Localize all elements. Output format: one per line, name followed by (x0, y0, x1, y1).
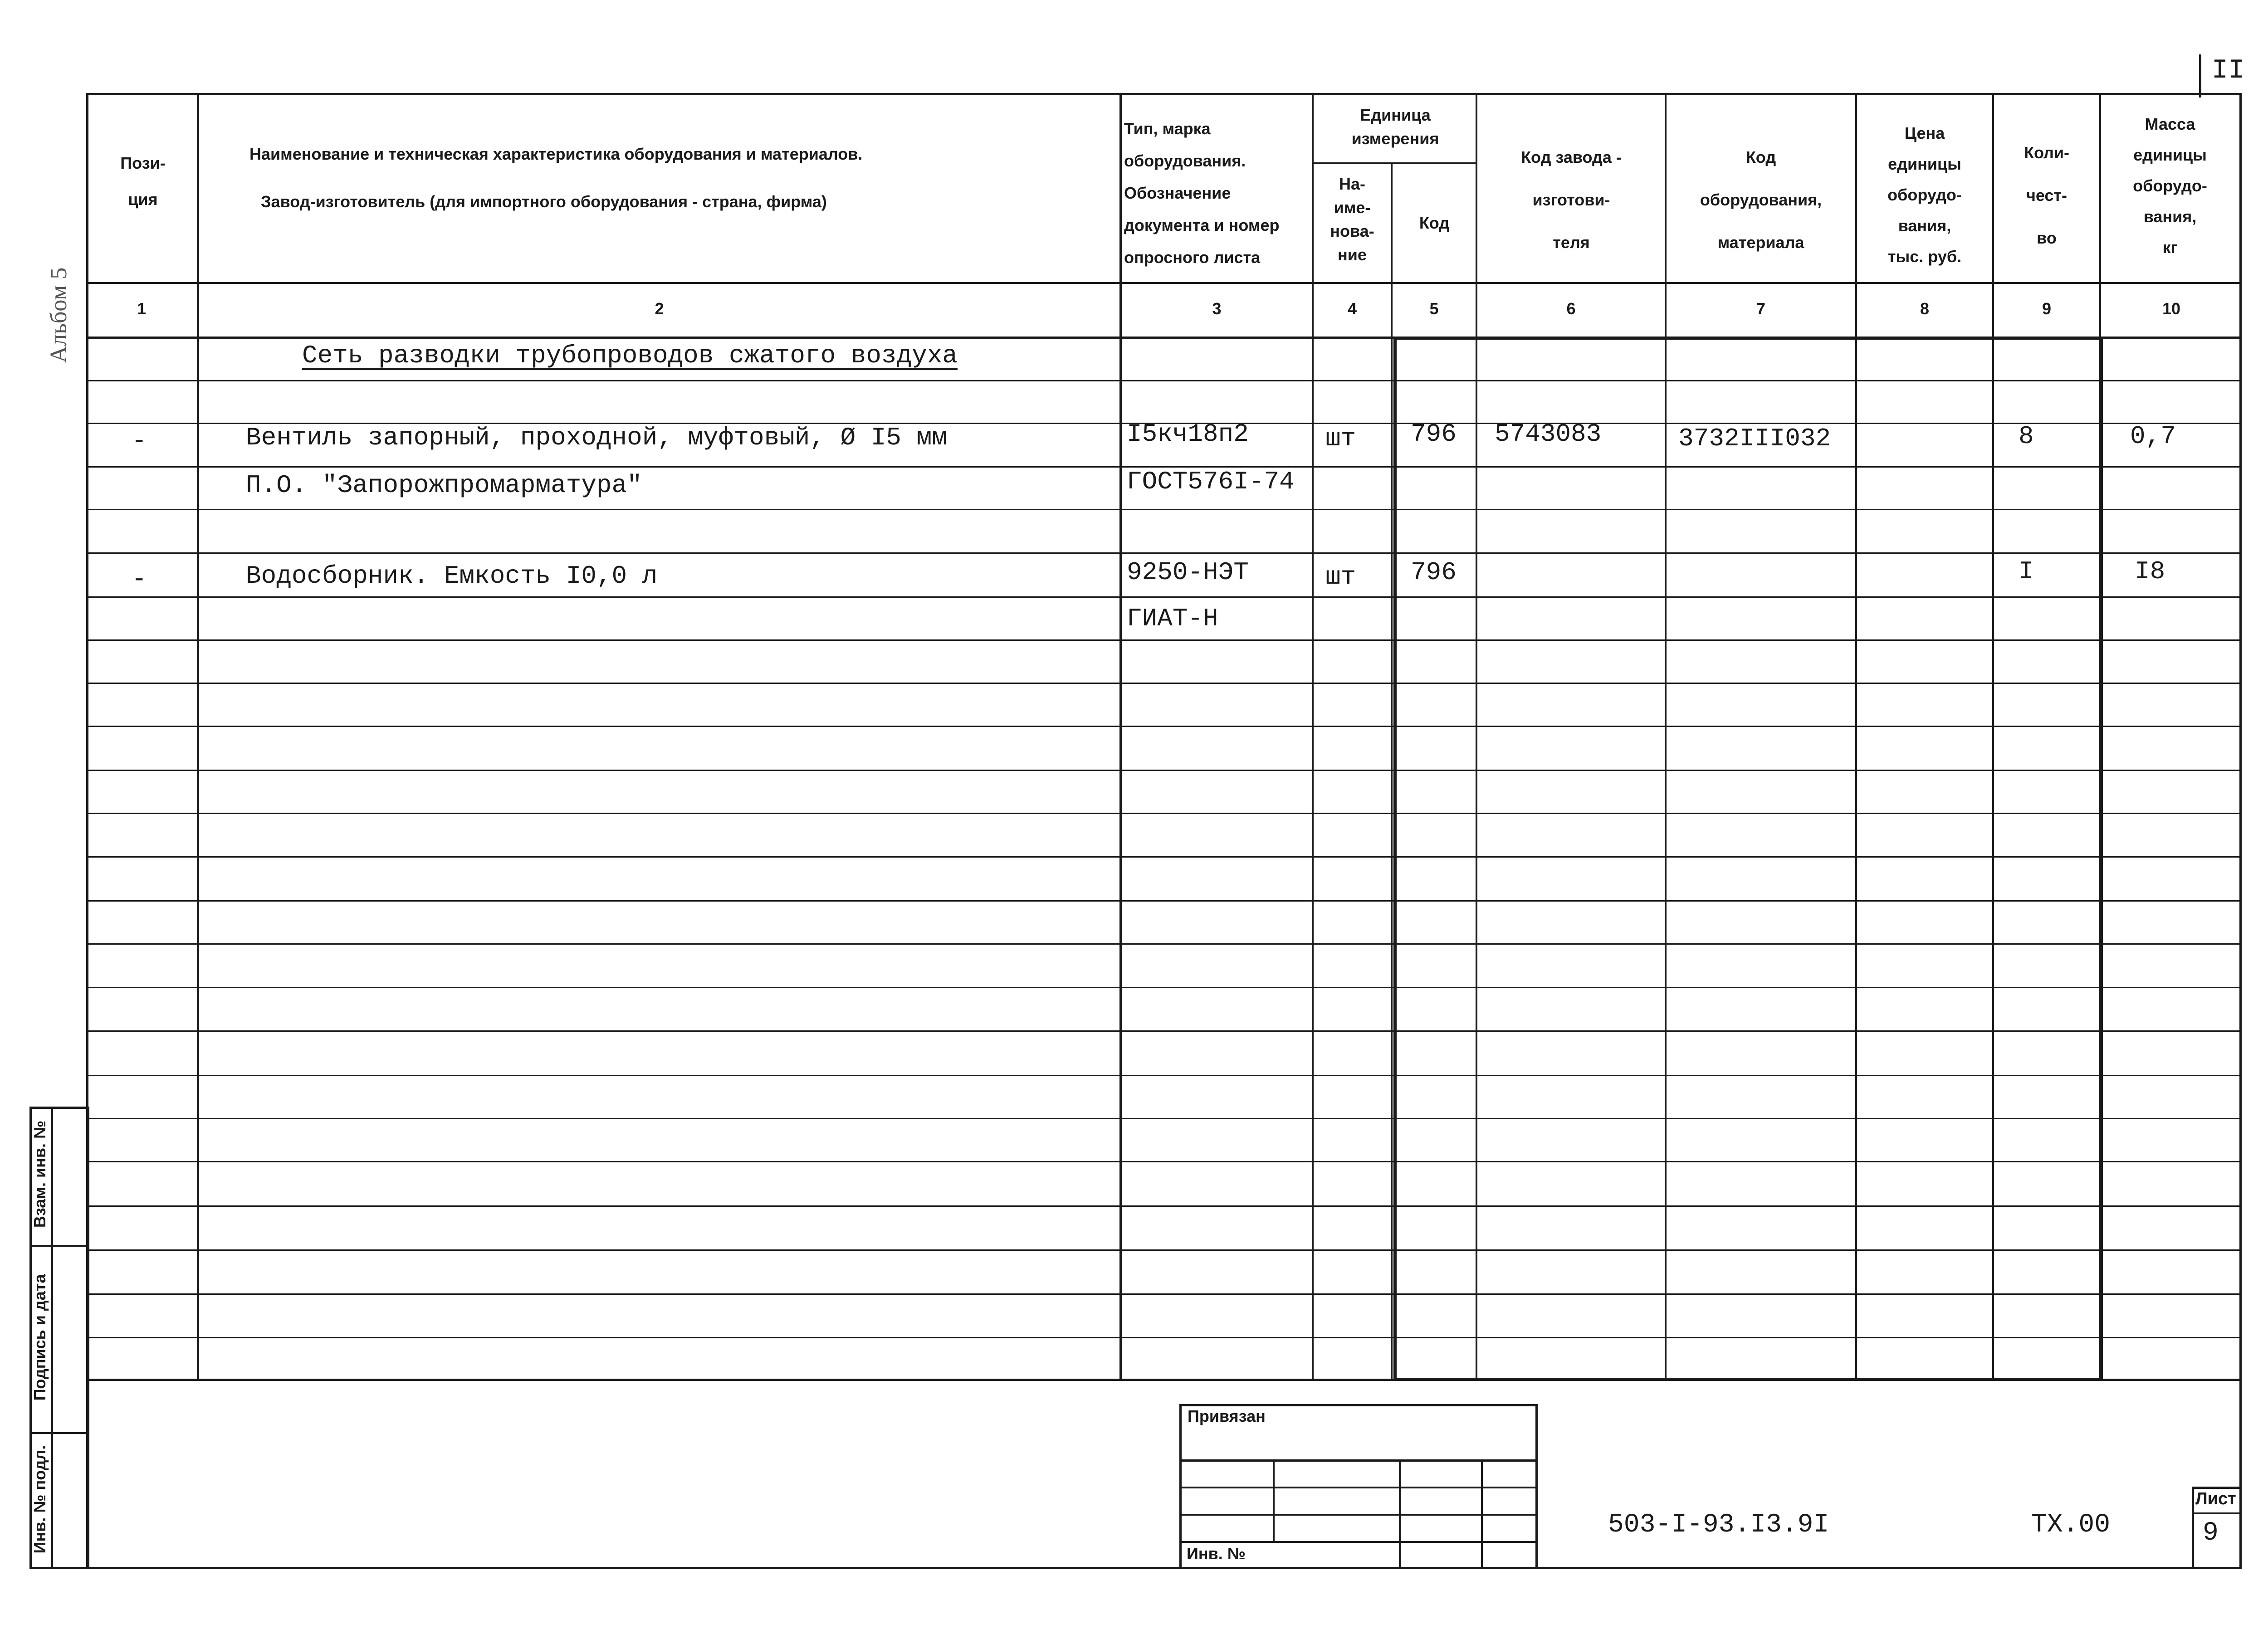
binding-line (1179, 1541, 1538, 1543)
row-line (86, 552, 2242, 554)
col-header-price: Цена единицы оборудо- вания, тыс. руб. (1887, 124, 1962, 266)
section-title: Сеть разводки трубопроводов сжатого воздуха (302, 341, 958, 370)
section-code: ТХ.00 (2031, 1510, 2111, 1540)
item-manufacturer: П.О. "Запорожпромарматура" (246, 471, 642, 500)
row-line (86, 856, 2242, 858)
item-equip-code: 3732III032 (1678, 424, 1831, 453)
header-bottom-line (86, 282, 2242, 284)
row-line (86, 1205, 2242, 1207)
item-mass: 0,7 (2130, 422, 2176, 451)
binding-line (1179, 1459, 1538, 1462)
binding-col (1273, 1459, 1275, 1541)
col-number-10: 10 (2162, 299, 2181, 318)
col-number-1: 1 (137, 299, 147, 318)
row-line (86, 509, 2242, 510)
item-unit: шт (1325, 562, 1356, 591)
row-line (86, 1075, 2242, 1076)
sheet-label: Лист (2195, 1489, 2236, 1508)
sheet-number: 9 (2203, 1518, 2219, 1548)
col-number-9: 9 (2042, 299, 2052, 318)
row-line (86, 987, 2242, 988)
item-position: - (132, 426, 147, 455)
binding-line (1179, 1487, 1538, 1488)
bold-block (1393, 337, 2103, 1381)
bottom-frame (86, 1379, 2242, 1569)
row-line (86, 1293, 2242, 1295)
item-name: Вентиль запорный, проходной, муфтовый, Ø I5 мм (246, 423, 947, 452)
item-qty: I (2019, 557, 2034, 586)
col-number-3: 3 (1212, 299, 1222, 318)
row-line (86, 1337, 2242, 1338)
item-plant-code: 5743083 (1495, 419, 1602, 449)
item-name: Водосборник. Емкость I0,0 л (246, 561, 658, 590)
col-line (1391, 163, 1393, 1381)
sheet-box-divider (2192, 1512, 2242, 1514)
album-label: Альбом 5 (46, 267, 72, 363)
col-line (1312, 93, 1314, 1381)
col-number-6: 6 (1566, 299, 1576, 318)
row-line (86, 726, 2242, 727)
row-line (86, 770, 2242, 771)
binding-col (1399, 1459, 1401, 1569)
item-unit: шт (1325, 424, 1356, 453)
item-unit-code: 796 (1411, 558, 1457, 587)
col-header-name-line2: Завод-изготовитель (для импортного оборудования - страна, фирма) (261, 192, 827, 211)
podpis-label: Подпись и дата (30, 1274, 49, 1401)
col-header-equip-code: Код оборудования, материала (1700, 148, 1822, 252)
corner-divider (2199, 54, 2201, 98)
col-header-qty: Коли- чест- во (2024, 143, 2070, 247)
row-line (86, 1161, 2242, 1162)
side-stamp-divider (51, 1107, 53, 1569)
inv-no-label: Инв. № (1187, 1544, 1246, 1563)
item-position: - (132, 565, 147, 594)
item-standard: ГОСТ576I-74 (1127, 467, 1295, 496)
row-line (86, 1249, 2242, 1251)
item-type: I5кч18п2 (1127, 419, 1249, 449)
row-line (86, 943, 2242, 945)
row-line (86, 639, 2242, 641)
row-line (86, 1030, 2242, 1032)
row-line (86, 813, 2242, 814)
col-number-8: 8 (1920, 299, 1930, 318)
row-line (86, 1118, 2242, 1119)
col-header-unit-code: Код (1419, 214, 1450, 232)
col-line (197, 93, 199, 1381)
col-number-7: 7 (1756, 299, 1766, 318)
item-mass: I8 (2135, 557, 2165, 586)
vzam-label: Взам. инв. № (30, 1120, 49, 1228)
row-line (86, 380, 2242, 381)
row-line (86, 683, 2242, 684)
col-header-plant-code: Код завода - изготови- теля (1521, 148, 1622, 252)
binding-line (1179, 1514, 1538, 1516)
col-header-unit-group: Единица измерения (1351, 106, 1439, 148)
col-number-4: 4 (1347, 299, 1357, 318)
side-stamp-divider (29, 1245, 88, 1247)
col-header-type: Тип, марка оборудования. Обозначение документа и номер опросного листа (1124, 119, 1280, 267)
doc-code: 503-I-93.I3.9I (1608, 1510, 1829, 1540)
item-unit-code: 796 (1411, 419, 1457, 449)
col-line (1119, 93, 1122, 1381)
item-qty: 8 (2019, 422, 2034, 451)
binding-col (1481, 1459, 1483, 1569)
col-header-name-line1: Наименование и техническая характеристика оборудования и материалов. (249, 145, 863, 163)
row-line (86, 596, 2242, 598)
item-type-continuation: ГИАТ-Н (1127, 604, 1218, 633)
col-header-position: Пози- ция (120, 154, 166, 209)
unit-group-line (1312, 162, 1476, 164)
col-header-mass: Масса единицы оборудо- вания, кг (2133, 115, 2207, 257)
col-header-unit-name: На- име- нова- ние (1330, 175, 1374, 264)
col-number-2: 2 (655, 299, 664, 318)
inv-podl-label: Инв. № подл. (30, 1445, 49, 1554)
item-type: 9250-НЭТ (1127, 558, 1249, 587)
col-number-5: 5 (1429, 299, 1439, 318)
row-line (86, 900, 2242, 902)
privyazan-label: Привязан (1188, 1407, 1266, 1425)
sheet-corner-number: II (2212, 55, 2245, 86)
